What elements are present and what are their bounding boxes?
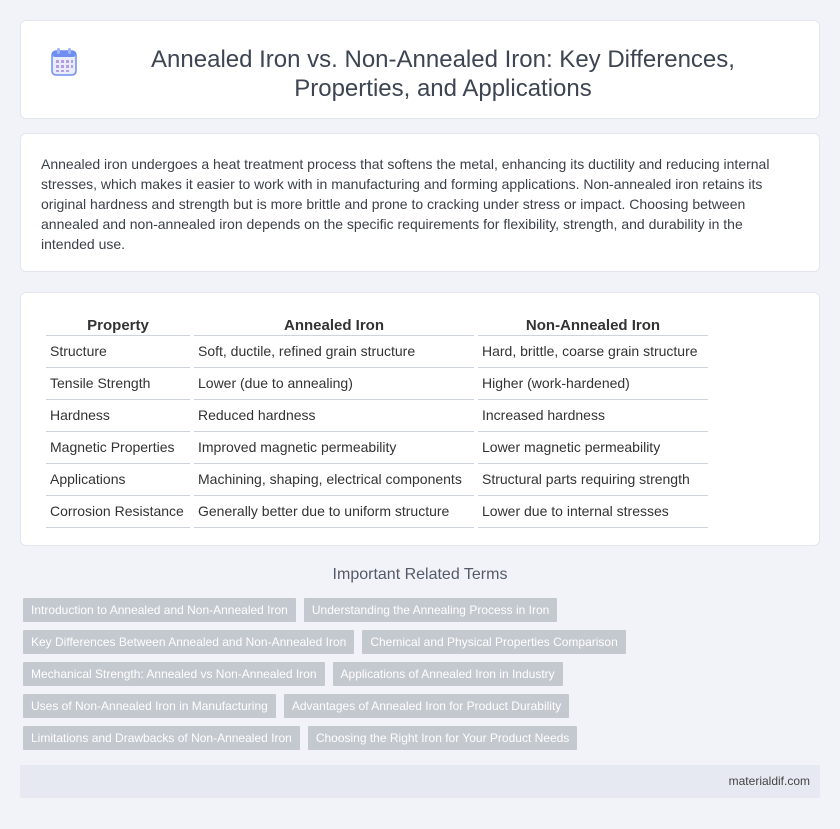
related-term-link[interactable]: Introduction to Annealed and Non-Annealed Iron [23, 598, 296, 622]
related-term-link[interactable]: Chemical and Physical Properties Comparison [362, 630, 625, 654]
table-cell: Higher (work-hardened) [478, 368, 708, 400]
tag-row [23, 598, 823, 622]
related-term-link[interactable]: Advantages of Annealed Iron for Product Durability [284, 694, 570, 718]
table-row [46, 368, 708, 400]
column-header-annealed: Annealed Iron [194, 315, 474, 336]
table-cell: Corrosion Resistance [46, 496, 190, 528]
table-cell: Hardness [46, 400, 190, 432]
related-terms-title: Important Related Terms [332, 566, 508, 583]
column-header-non-annealed: Non-Annealed Iron [478, 315, 708, 336]
tag-row [23, 630, 823, 654]
table-cell: Reduced hardness [194, 400, 474, 432]
column-header-property: Property [46, 315, 190, 336]
footer-site-link[interactable]: materialdif.com [728, 774, 810, 788]
table-cell: Structural parts requiring strength [478, 464, 708, 496]
table-cell: Improved magnetic permeability [194, 432, 474, 464]
table-cell: Lower magnetic permeability [478, 432, 708, 464]
comparison-table [42, 315, 712, 528]
related-terms-list [23, 598, 823, 758]
table-cell: Applications [46, 464, 190, 496]
related-term-link[interactable]: Uses of Non-Annealed Iron in Manufacturing [23, 694, 276, 718]
table-cell: Lower due to internal stresses [478, 496, 708, 528]
related-term-link[interactable]: Choosing the Right Iron for Your Product Needs [308, 726, 578, 750]
intro-paragraph: Annealed iron undergoes a heat treatment process that softens the metal, enhancing its ductility and reducing internal stresses, which makes it easier to work with in manufacturing and forming applications. Non-annealed iron retains its original hardness and strength but is more brittle and prone to cracking under stress or impact. Choosing between annealed and non-annealed iron depends on the specific requirements for flexibility, strength, and durability in the intended use. [41, 156, 770, 252]
tag-row [23, 662, 823, 686]
header-card [20, 20, 820, 119]
table-row [46, 432, 708, 464]
table-row [46, 496, 708, 528]
related-term-link[interactable]: Key Differences Between Annealed and Non-Annealed Iron [23, 630, 354, 654]
table-cell: Magnetic Properties [46, 432, 190, 464]
table-cell: Tensile Strength [46, 368, 190, 400]
table-cell: Lower (due to annealing) [194, 368, 474, 400]
table-cell: Machining, shaping, electrical components [194, 464, 474, 496]
table-cell: Structure [46, 336, 190, 368]
related-term-link[interactable]: Understanding the Annealing Process in Iron [304, 598, 558, 622]
table-cell: Hard, brittle, coarse grain structure [478, 336, 708, 368]
tag-row [23, 726, 823, 750]
calendar-icon [51, 48, 77, 76]
intro-card [20, 133, 820, 272]
related-term-link[interactable]: Mechanical Strength: Annealed vs Non-Annealed Iron [23, 662, 325, 686]
table-row [46, 464, 708, 496]
table-row [46, 400, 708, 432]
comparison-table-card [20, 292, 820, 546]
related-term-link[interactable]: Applications of Annealed Iron in Industry [333, 662, 563, 686]
footer [20, 765, 820, 798]
tag-row [23, 694, 823, 718]
table-row [46, 336, 708, 368]
table-cell: Generally better due to uniform structure [194, 496, 474, 528]
page-title: Annealed Iron vs. Non-Annealed Iron: Key Differences, Properties, and Applications [151, 46, 735, 102]
related-term-link[interactable]: Limitations and Drawbacks of Non-Annealed Iron [23, 726, 300, 750]
table-cell: Increased hardness [478, 400, 708, 432]
table-cell: Soft, ductile, refined grain structure [194, 336, 474, 368]
table-header-row [46, 315, 708, 336]
